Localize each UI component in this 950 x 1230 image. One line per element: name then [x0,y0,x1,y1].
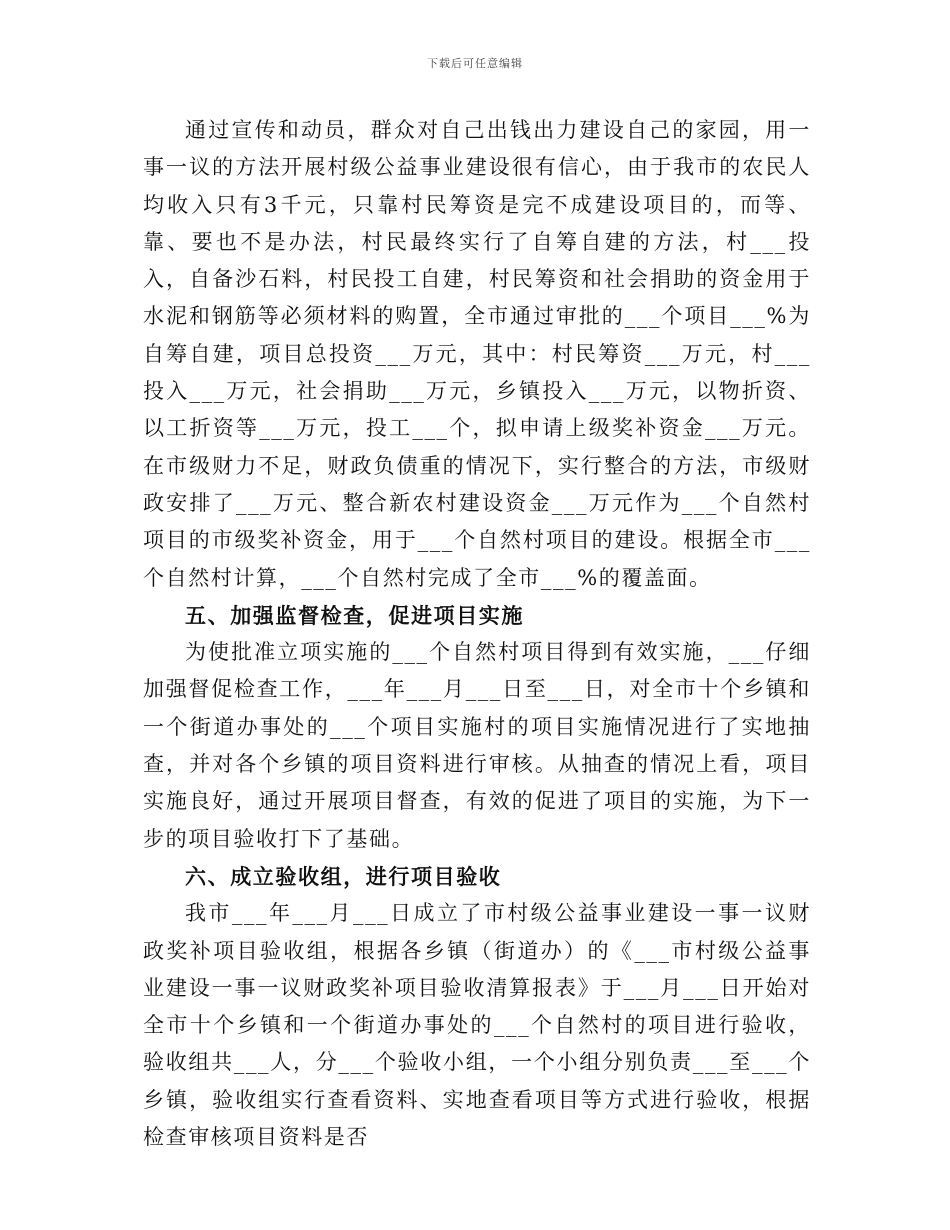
section-heading-acceptance: 六、成立验收组，进行项目验收 [185,863,502,889]
document-body [143,112,811,1156]
paragraph-acceptance: 我市___年___月___日成立了市村级公益事业建设一事一议财政奖补项目验收组，根据各乡镇（街道办）的《___市村级公益事业建设一事一议财政奖补项目验收清算报表》于___月___日开始对全市十个乡镇和一个街道办事处的___个自然村的项目进行验收，验收组共___人，分___个验收小组，一个小组分别负责___至___个乡镇，验收组实行查看资料、实地查看项目等方式进行验收，根据检查审核项目资料是否 [143,901,811,1150]
page-header: 下载后可任意编辑 [427,57,523,70]
paragraph-supervision: 为使批准立项实施的___个自然村项目得到有效实施，___仔细加强督促检查工作，___年___月___日至___日，对全市十个乡镇和一个街道办事处的___个项目实施村的项目实施情况进行了实地抽查，并对各个乡镇的项目资料进行审核。从抽查的情况上看，项目实施良好，通过开展项目督查，有效的促进了项目的实施，为下一步的项目验收打下了基础。 [143,640,811,851]
paragraph-funding: 通过宣传和动员，群众对自己出钱出力建设自己的家园，用一事一议的方法开展村级公益事业建设很有信心，由于我市的农民人均收入只有3千元，只靠村民筹资是完不成建设项目的，而等、靠、要也不是办法，村民最终实行了自筹自建的方法，村___投入，自备沙石料，村民投工自建，村民筹资和社会捐助的资金用于水泥和钢筋等必须材料的购置，全市通过审批的___个项目___%为自筹自建，项目总投资___万元，其中：村民筹资___万元，村___投入___万元，社会捐助___万元，乡镇投入___万元，以物折资、以工折资等___万元，投工___个，拟申请上级奖补资金___万元。在市级财力不足，财政负债重的情况下，实行整合的方法，市级财政安排了___万元、整合新农村建设资金___万元作为___个自然村项目的市级奖补资金，用于___个自然村项目的建设。根据全市___个自然村计算，___个自然村完成了全市___%的覆盖面。 [143,118,811,590]
section-heading-supervision: 五、加强监督检查，促进项目实施 [185,602,524,628]
